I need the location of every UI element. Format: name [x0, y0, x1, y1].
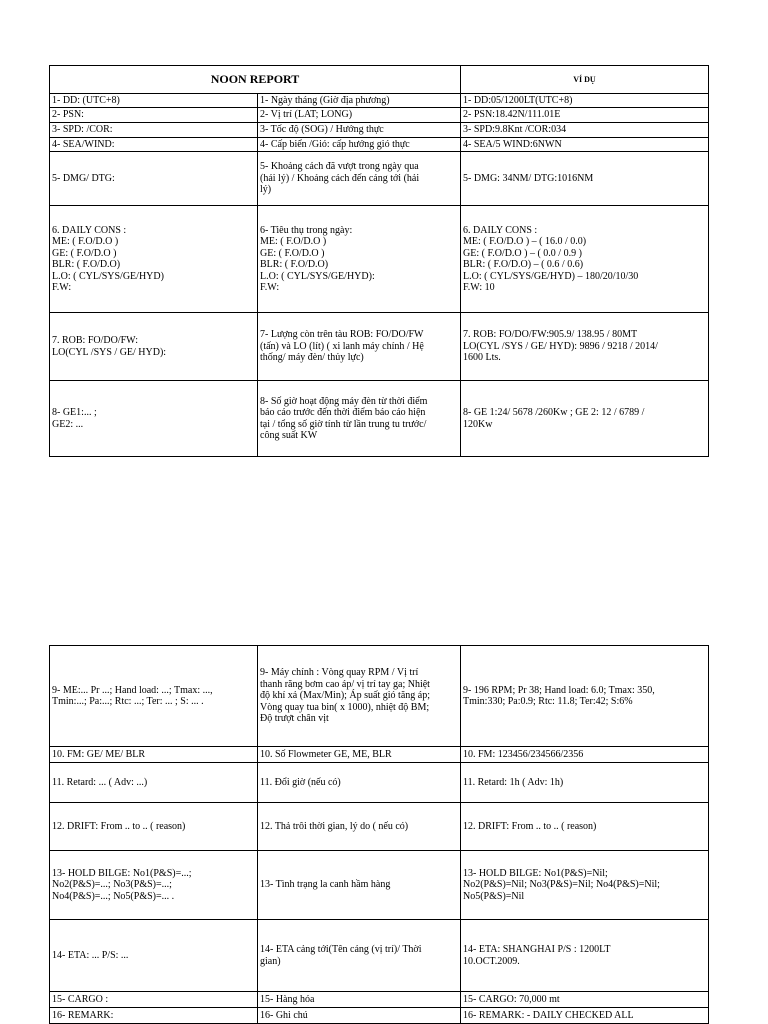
field-cell: 11. Retard: ... ( Adv: ...): [50, 763, 258, 803]
meaning-cell: 6- Tiêu thụ trong ngày: ME: ( F.O/D.O ) GE: ( F.O/D.O ) BLR: ( F.O/D.O) L.O: ( CYL/SYS/GE/HYD): F.W:: [258, 206, 461, 313]
table-row: [50, 123, 709, 138]
table-row: [50, 108, 709, 123]
table-row: [50, 1008, 709, 1024]
field-cell: 1- DD: (UTC+8): [50, 94, 258, 108]
meaning-cell: 15- Hàng hóa: [258, 992, 461, 1008]
table-row: [50, 803, 709, 851]
table-row: [50, 763, 709, 803]
table-row: [50, 152, 709, 206]
field-cell: 3- SPD: /COR:: [50, 123, 258, 138]
example-cell: 4- SEA/5 WIND:6NWN: [461, 138, 709, 152]
table-row: [50, 94, 709, 108]
meaning-cell: 10. Số Flowmeter GE, ME, BLR: [258, 747, 461, 763]
meaning-cell: 5- Khoảng cách đã vượt trong ngày qua (hải lý) / Khoảng cách đến cảng tới (hải lý): [258, 152, 461, 206]
table-row: [50, 851, 709, 920]
field-cell: 2- PSN:: [50, 108, 258, 123]
example-cell: 8- GE 1:24/ 5678 /260Kw ; GE 2: 12 / 6789 / 120Kw: [461, 381, 709, 457]
table-row: [50, 381, 709, 457]
meaning-cell: 9- Máy chính : Vòng quay RPM / Vị trí thanh răng bơm cao áp/ vị trí tay ga; Nhiệt độ khí xả (Max/Min); Áp suất gió tăng áp; Vòng quay tua bin( x 1000), nhiệt độ BM; Độ trượt chân vịt: [258, 646, 461, 747]
example-column-header: VÍ DỤ: [461, 66, 709, 94]
field-cell: 15- CARGO :: [50, 992, 258, 1008]
field-cell: 16- REMARK:: [50, 1008, 258, 1024]
example-cell: 10. FM: 123456/234566/2356: [461, 747, 709, 763]
example-cell: 2- PSN:18.42N/111.01E: [461, 108, 709, 123]
table-row: [50, 138, 709, 152]
example-cell: 13- HOLD BILGE: No1(P&S)=Nil; No2(P&S)=Nil; No3(P&S)=Nil; No4(P&S)=Nil; No5(P&S)=Nil: [461, 851, 709, 920]
example-cell: 3- SPD:9.8Knt /COR:034: [461, 123, 709, 138]
table-row: [50, 646, 709, 747]
example-cell: 16- REMARK: - DAILY CHECKED ALL: [461, 1008, 709, 1024]
example-cell: 5- DMG: 34NM/ DTG:1016NM: [461, 152, 709, 206]
table-header-row: [50, 66, 709, 94]
example-cell: 6. DAILY CONS : ME: ( F.O/D.O ) – ( 16.0 / 0.0) GE: ( F.O/D.O ) – ( 0.0 / 0.9 ) BLR: ( F.O/D.O) – ( 0.6 / 0.6) L.O: ( CYL/SYS/GE/HYD) – 180/20/10/30 F.W: 10: [461, 206, 709, 313]
field-cell: 10. FM: GE/ ME/ BLR: [50, 747, 258, 763]
field-cell: 12. DRIFT: From .. to .. ( reason): [50, 803, 258, 851]
example-cell: 11. Retard: 1h ( Adv: 1h): [461, 763, 709, 803]
meaning-cell: 11. Đổi giờ (nếu có): [258, 763, 461, 803]
meaning-cell: 14- ETA cảng tới(Tên cảng (vị trí)/ Thời gian): [258, 920, 461, 992]
example-cell: 9- 196 RPM; Pr 38; Hand load: 6.0; Tmax: 350, Tmin:330; Pa:0.9; Rtc: 11.8; Ter:42; S:6%: [461, 646, 709, 747]
noon-report-table-continued: [49, 645, 709, 1024]
field-cell: 7. ROB: FO/DO/FW: LO(CYL /SYS / GE/ HYD):: [50, 313, 258, 381]
meaning-cell: 2- Vị trí (LAT; LONG): [258, 108, 461, 123]
meaning-cell: 7- Lượng còn trên tàu ROB: FO/DO/FW (tấn) và LO (lít) ( xi lanh máy chính / Hệ thống/ máy đèn/ thủy lực): [258, 313, 461, 381]
noon-report-table: [49, 65, 709, 457]
table-row: [50, 313, 709, 381]
field-cell: 5- DMG/ DTG:: [50, 152, 258, 206]
example-cell: 12. DRIFT: From .. to .. ( reason): [461, 803, 709, 851]
example-cell: 7. ROB: FO/DO/FW:905.9/ 138.95 / 80MT LO(CYL /SYS / GE/ HYD): 9896 / 9218 / 2014/ 1600 Lts.: [461, 313, 709, 381]
example-cell: 1- DD:05/1200LT(UTC+8): [461, 94, 709, 108]
field-cell: 4- SEA/WIND:: [50, 138, 258, 152]
example-cell: 14- ETA: SHANGHAI P/S : 1200LT 10.OCT.2009.: [461, 920, 709, 992]
field-cell: 14- ETA: ... P/S: ...: [50, 920, 258, 992]
meaning-cell: 3- Tốc độ (SOG) / Hướng thực: [258, 123, 461, 138]
table-row: [50, 206, 709, 313]
field-cell: 6. DAILY CONS : ME: ( F.O/D.O ) GE: ( F.O/D.O ) BLR: ( F.O/D.O) L.O: ( CYL/SYS/GE/HYD) F.W:: [50, 206, 258, 313]
meaning-cell: 1- Ngày tháng (Giờ địa phương): [258, 94, 461, 108]
table-row: [50, 920, 709, 992]
example-cell: 15- CARGO: 70,000 mt: [461, 992, 709, 1008]
field-cell: 8- GE1:... ; GE2: ...: [50, 381, 258, 457]
field-cell: 13- HOLD BILGE: No1(P&S)=...; No2(P&S)=...; No3(P&S)=...; No4(P&S)=...; No5(P&S)=... .: [50, 851, 258, 920]
meaning-cell: 8- Số giờ hoạt động máy đèn từ thời điểm báo cáo trước đến thời điểm báo cáo hiện tại / tổng số giờ tính từ lần trung tu trước/ công suất KW: [258, 381, 461, 457]
meaning-cell: 4- Cấp biển /Gió: cấp hướng gió thực: [258, 138, 461, 152]
meaning-cell: 12. Thả trôi thời gian, lý do ( nếu có): [258, 803, 461, 851]
meaning-cell: 13- Tình trạng la canh hầm hàng: [258, 851, 461, 920]
report-title: NOON REPORT: [50, 66, 461, 94]
meaning-cell: 16- Ghi chú: [258, 1008, 461, 1024]
table-row: [50, 747, 709, 763]
table-row: [50, 992, 709, 1008]
field-cell: 9- ME:... Pr ...; Hand load: ...; Tmax: ..., Tmin:...; Pa:...; Rtc: ...; Ter: ... ; S: ... .: [50, 646, 258, 747]
